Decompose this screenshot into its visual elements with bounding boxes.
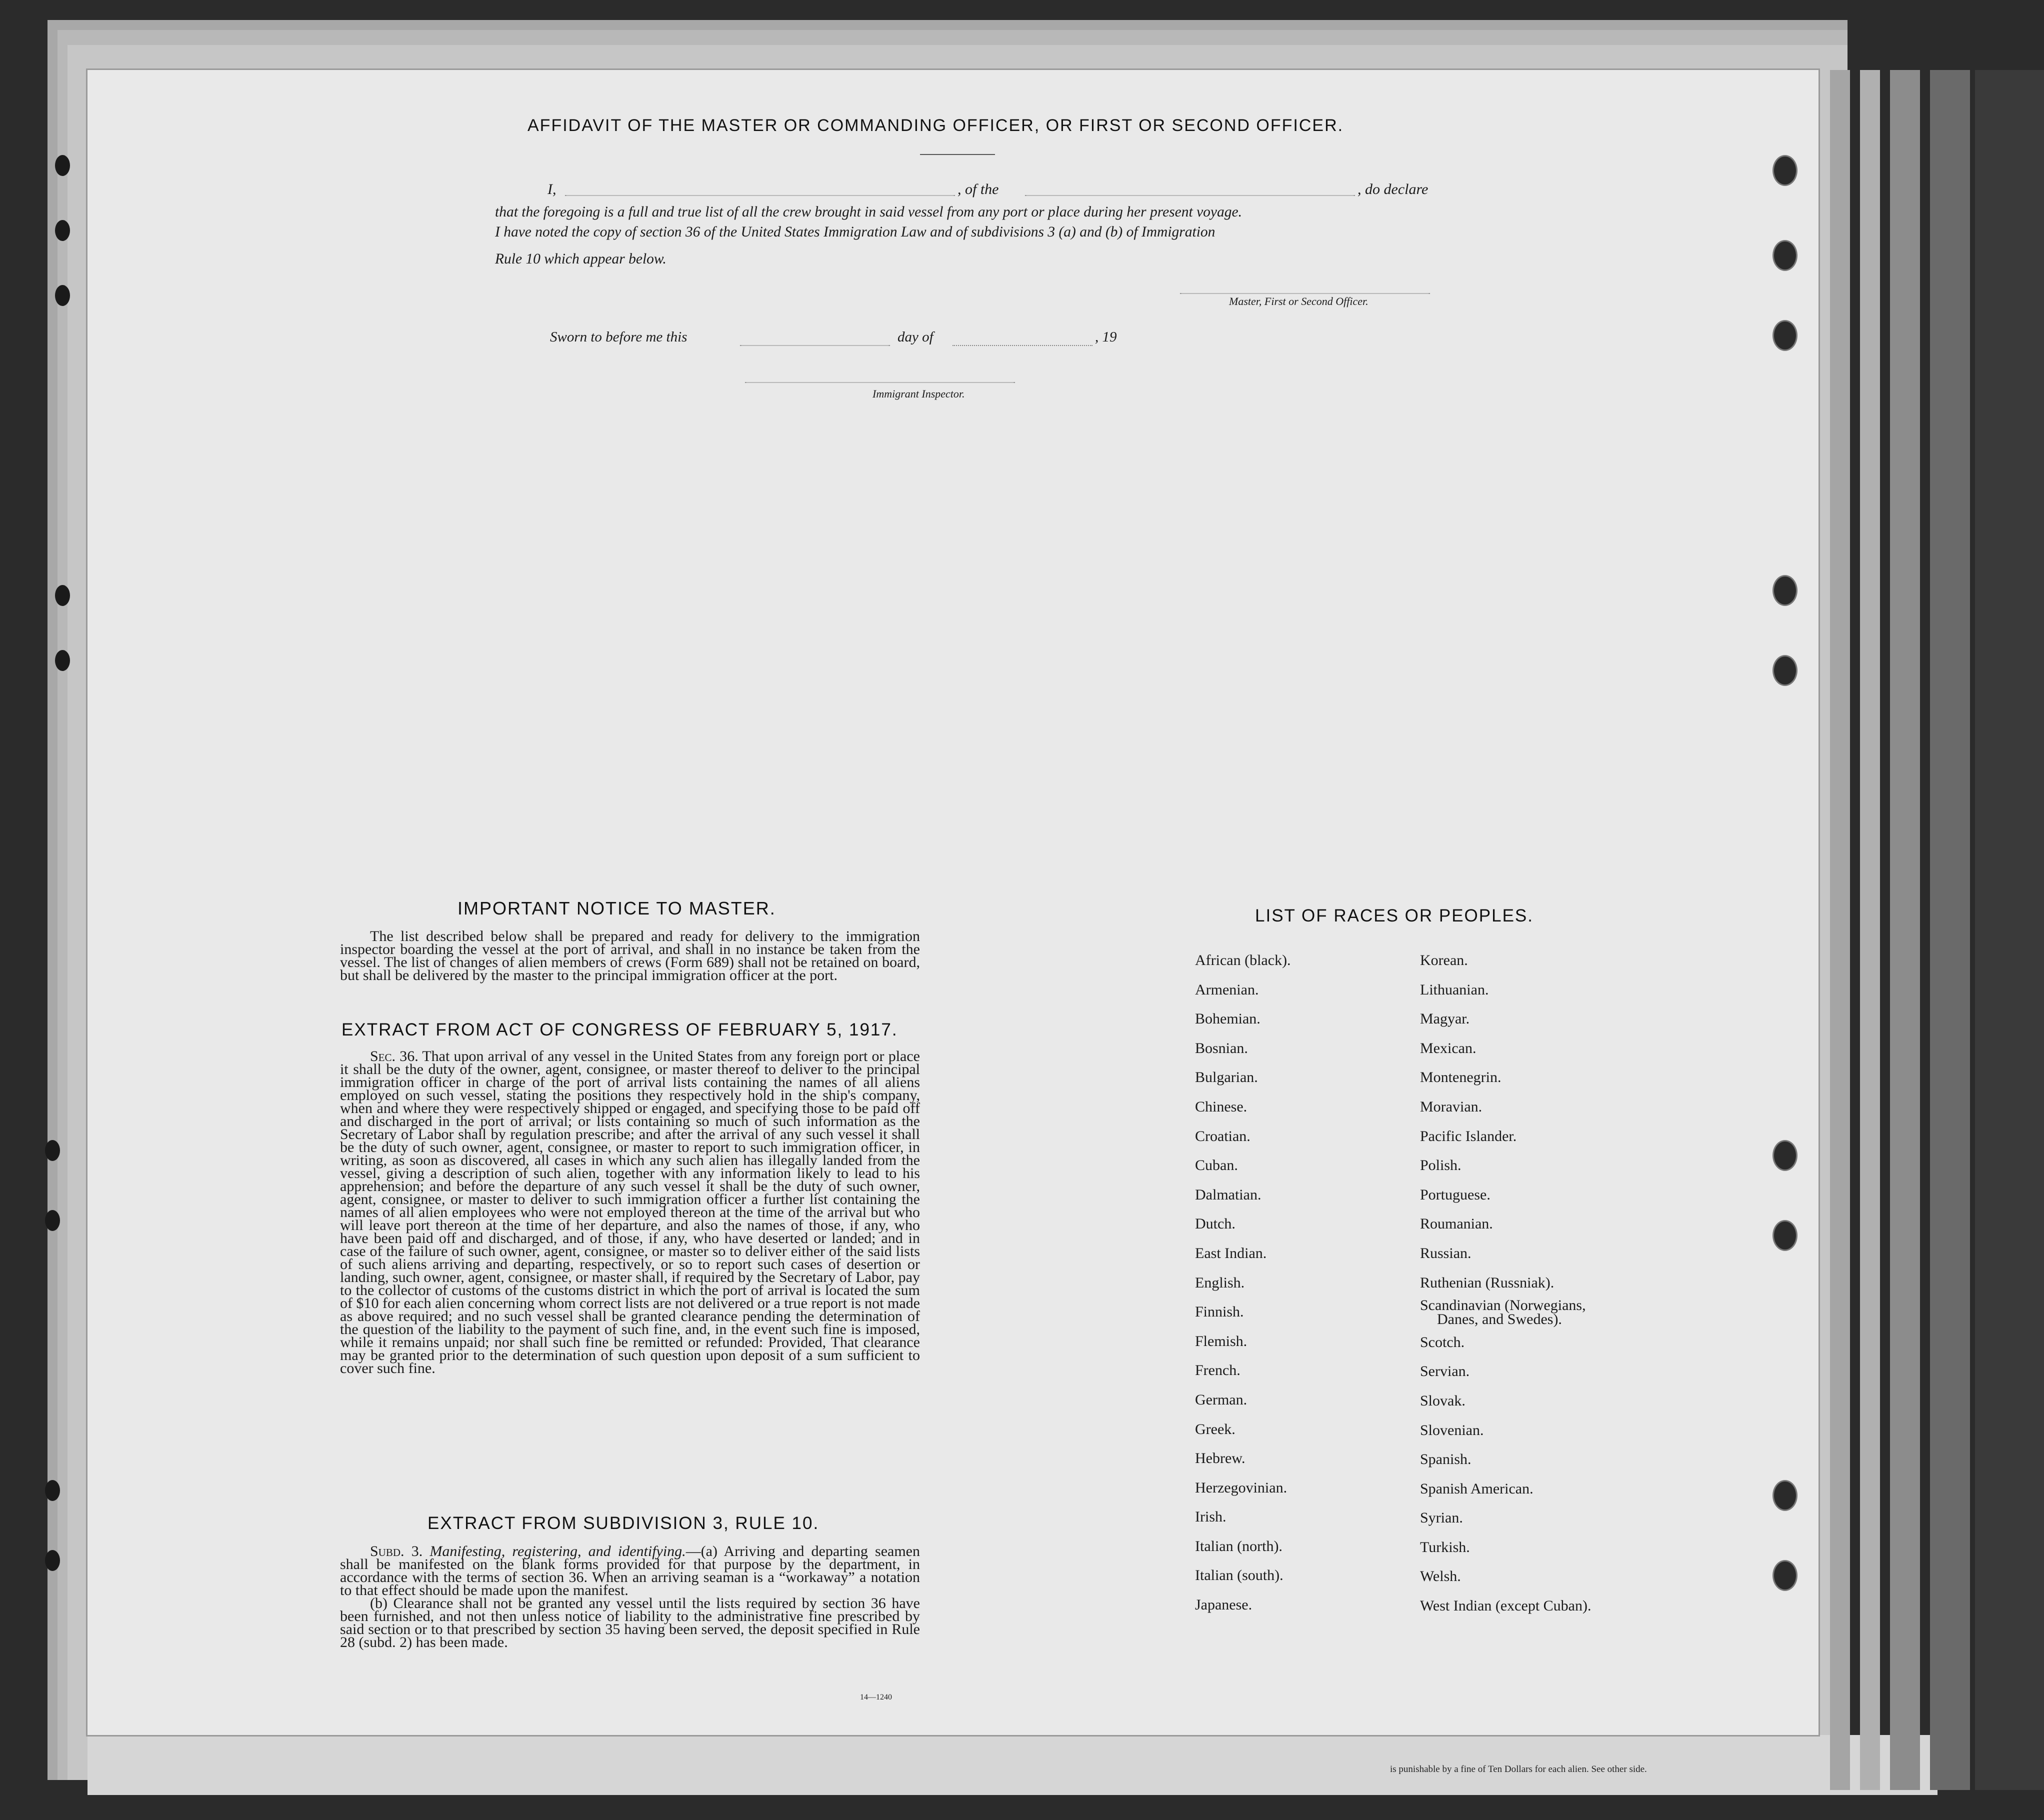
races-left-column	[1195, 946, 1291, 1620]
races-right-column	[1420, 946, 1591, 1621]
year-label: , 19	[1095, 329, 1117, 345]
binder-hole	[45, 1480, 60, 1501]
binder-hole	[45, 1550, 60, 1571]
race-item: Bosnian.	[1195, 1040, 1248, 1056]
section-label: Sec. 36.	[370, 1048, 418, 1064]
page-hole	[1772, 655, 1798, 686]
signature-caption: Master, First or Second Officer.	[1229, 295, 1368, 308]
race-item: Servian.	[1420, 1363, 1470, 1380]
act-extract-body	[340, 1050, 920, 1375]
race-item: Scotch.	[1420, 1334, 1465, 1350]
affidavit-body-line2: I have noted the copy of section 36 of the United States Immigration Law and of subdivisions 3 (a) and (b) of Immigration	[495, 224, 1216, 240]
notice-title: IMPORTANT NOTICE TO MASTER.	[458, 898, 776, 918]
races-title: LIST OF RACES OR PEOPLES.	[1255, 906, 1534, 926]
rule-extract-title: EXTRACT FROM SUBDIVISION 3, RULE 10.	[428, 1514, 820, 1533]
race-item: Japanese.	[1195, 1596, 1252, 1614]
page-hole	[1772, 575, 1798, 606]
race-item: Italian (north).	[1195, 1538, 1282, 1554]
race-item: Ruthenian (Russniak).	[1420, 1274, 1554, 1291]
race-item: Turkish.	[1420, 1538, 1470, 1556]
day-of-label: day of	[898, 329, 934, 345]
race-item: Magyar.	[1420, 1010, 1470, 1028]
page-stack-edge	[1830, 70, 1850, 1790]
race-item-scandinavian-cont: Danes, and Swedes).	[1437, 1311, 1562, 1328]
inspector-caption: Immigrant Inspector.	[872, 388, 965, 400]
race-item: Mexican.	[1420, 1040, 1476, 1056]
binder-hole	[55, 220, 70, 241]
month-blank	[952, 345, 1092, 346]
race-item: Dalmatian.	[1195, 1186, 1262, 1203]
affidavit-body-line3: Rule 10 which appear below.	[495, 251, 666, 267]
affidavit-title: AFFIDAVIT OF THE MASTER OR COMMANDING OFFICER, OR FIRST OR SECOND OFFICER.	[528, 116, 1344, 135]
of-the-label: , of the	[958, 181, 999, 198]
race-item: Moravian.	[1420, 1098, 1482, 1115]
race-item: Russian.	[1420, 1244, 1472, 1262]
page-hole	[1772, 1560, 1798, 1591]
race-item: Bohemian.	[1195, 1010, 1260, 1028]
i-label: I,	[548, 181, 556, 198]
subdivision-heading: Manifesting, registering, and identifying.	[430, 1543, 686, 1560]
race-item: Syrian.	[1420, 1510, 1463, 1526]
page-hole	[1772, 1220, 1798, 1251]
race-item: Croatian.	[1195, 1128, 1250, 1144]
page-hole	[1772, 320, 1798, 351]
binder-hole	[45, 1210, 60, 1231]
page-hole	[1772, 155, 1798, 186]
signature-line	[1180, 293, 1430, 294]
race-item: Cuban.	[1195, 1157, 1238, 1174]
page-stack-edge	[1890, 70, 1920, 1790]
race-item: Dutch.	[1195, 1216, 1236, 1232]
sworn-day-blank	[740, 345, 890, 346]
race-item: Herzegovinian.	[1195, 1479, 1288, 1496]
subdivision-para-b: (b) Clearance shall not be granted any vessel until the lists required by section 36 have been furnished, and not then unless notice of liability to the administrative fine prescribed by said section or to that prescribed by section 35 having been served, the deposit specified in Rule 28 (subd. 2) has been made.	[340, 1595, 920, 1650]
race-item: Lithuanian.	[1420, 981, 1489, 998]
binder-hole	[55, 585, 70, 606]
race-item: Flemish.	[1195, 1332, 1248, 1350]
race-item: Welsh.	[1420, 1568, 1461, 1585]
act-extract-title: EXTRACT FROM ACT OF CONGRESS OF FEBRUARY 5, 1917.	[342, 1020, 898, 1040]
page-stack-edge	[1860, 70, 1880, 1790]
rule-extract-body	[340, 1545, 920, 1649]
race-item: Greek.	[1195, 1420, 1236, 1438]
subdivision-label: Subd. 3.	[370, 1543, 423, 1560]
affidavit-body-line1: that the foregoing is a full and true list of all the crew brought in said vessel from any port or place during her present voyage.	[495, 204, 1242, 220]
race-item: Spanish American.	[1420, 1480, 1534, 1497]
race-item: French.	[1195, 1362, 1240, 1379]
race-item: Finnish.	[1195, 1304, 1244, 1320]
race-item: Bulgarian.	[1195, 1069, 1258, 1086]
form-number: 14—1240	[860, 1693, 892, 1702]
race-item: African (black).	[1195, 952, 1291, 968]
race-item-scandinavian: Scandinavian (Norwegians,	[1420, 1297, 1586, 1314]
notice-paragraph: The list described below shall be prepared and ready for delivery to the immigration inspector boarding the vessel at the port of arrival, and shall in no instance be taken from the vessel. The list of changes of alien members of crews (Form 689) shall not be retained on board, but shall be delivered by the master to the principal immigration officer at the port.	[340, 928, 920, 984]
race-item: Spanish.	[1420, 1451, 1472, 1468]
race-item: Chinese.	[1195, 1098, 1248, 1115]
notice-body	[340, 930, 920, 982]
race-item: Portuguese.	[1420, 1186, 1490, 1203]
subdivision-para-a: —(a) Arriving and departing seamen shall be manifested on the blank forms provided for that purpose by the department, in accordance with the terms of section 36. When an arriving seaman is a “workaway” a notation to that effect should be made upon the manifest.	[340, 1543, 920, 1598]
race-item: English.	[1195, 1274, 1245, 1291]
page-hole	[1772, 240, 1798, 271]
binder-hole	[45, 1140, 60, 1161]
page-hole	[1772, 1480, 1798, 1511]
sworn-label: Sworn to before me this	[550, 329, 688, 345]
race-item: German.	[1195, 1391, 1248, 1408]
do-declare-label: , do declare	[1358, 181, 1428, 198]
race-item: Pacific Islander.	[1420, 1128, 1517, 1144]
race-item: Irish.	[1195, 1508, 1226, 1526]
page-stack-edge	[1930, 70, 1970, 1790]
race-item: Armenian.	[1195, 981, 1259, 998]
underlying-page-strip	[88, 1735, 1938, 1795]
inspector-signature-line	[745, 382, 1015, 383]
binder-hole	[55, 650, 70, 671]
race-item: Slovak.	[1420, 1392, 1466, 1409]
title-rule	[920, 154, 995, 155]
name-blank	[565, 195, 955, 196]
race-item: East Indian.	[1195, 1244, 1267, 1262]
vessel-blank	[1025, 195, 1355, 196]
binder-hole	[55, 155, 70, 176]
race-item: Italian (south).	[1195, 1567, 1284, 1584]
race-item: Montenegrin.	[1420, 1069, 1502, 1086]
binder-hole	[55, 285, 70, 306]
page-hole	[1772, 1140, 1798, 1171]
race-item: Slovenian.	[1420, 1422, 1484, 1438]
race-item: West Indian (except Cuban).	[1420, 1598, 1592, 1614]
race-item	[1420, 1298, 1591, 1328]
race-item: Polish.	[1420, 1157, 1462, 1174]
race-item: Hebrew.	[1195, 1450, 1246, 1467]
underlying-page-footer: is punishable by a fine of Ten Dollars for each alien. See other side.	[1390, 1764, 1647, 1774]
race-item: Roumanian.	[1420, 1216, 1493, 1232]
act-section-36-text: That upon arrival of any vessel in the United States from any foreign port or place it shall be the duty of the owner, agent, consignee, or master thereof to deliver to the principal immigration officer in charge of the port of arrival lists containing the names of all aliens employed on such vessel, stating the positions they respectively hold in the ship's company, when and where they were respectively shipped or engaged, and specifying those to be paid off and discharged in the port of arrival; or lists containing so much of such information as the Secretary of Labor shall by regulation prescribe; and after the arrival of any such vessel it shall be the duty of such owner, agent, consignee, or master to report to such immigration officer, in writing, as soon as discovered, all cases in which any such alien has illegally landed from the vessel, giving a description of such alien, together with any information likely to lead to his apprehension; and before the departure of any such vessel it shall be the duty of such owner, agent, consignee, or master to deliver to such immigration officer a further list containing the names of all alien employees who were not employed thereon at the time of the arrival but who will leave port thereon at the time of her departure, and also the names of those, if any, who have been paid off and discharged, and of those, if any, who have deserted or landed; and in case of the failure of such owner, agent, consignee, or master so to deliver either of the said lists of such aliens arriving and departing, respectively, or so to report such cases of desertion or landing, such owner, agent, consignee, or master shall, if required by the Secretary of Labor, pay to the collector of customs of the customs district in which the port of arrival is located the sum of $10 for each alien concerning whom correct lists are not delivered or a true report is not made as above required; and no such vessel shall be granted clearance pending the determination of the question of the liability to the payment of such fine, and, in the event such fine is imposed, while it remains unpaid; nor shall such fine be remitted or refunded: Provided, That clearance may be granted prior to the determination of such question upon deposit of a sum sufficient to cover such fine.	[340, 1048, 920, 1376]
race-item: Korean.	[1420, 952, 1468, 968]
binder-spine	[1975, 70, 2044, 1790]
